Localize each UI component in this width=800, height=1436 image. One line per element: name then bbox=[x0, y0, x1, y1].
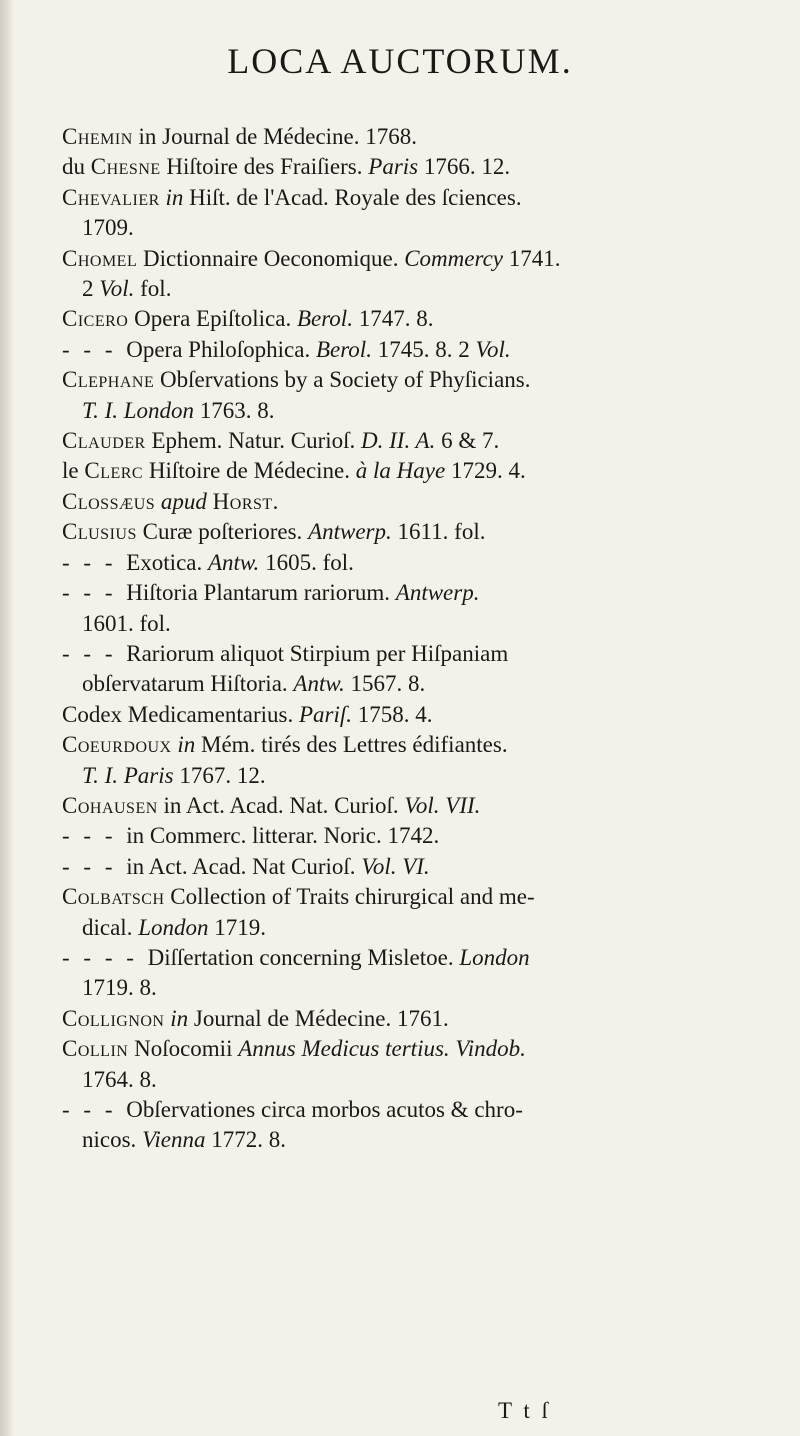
author-name: Clossæus bbox=[62, 488, 156, 514]
italic-text: T. I. Paris bbox=[82, 762, 174, 788]
entry-text: Journal de Médecine. 1761. bbox=[188, 1005, 449, 1031]
author-name: Clerc bbox=[84, 458, 144, 484]
italic-text: in bbox=[165, 184, 184, 210]
italic-text: Antwerp. bbox=[308, 519, 392, 545]
author-name: Chesne bbox=[90, 154, 161, 180]
entry-line bbox=[62, 1034, 762, 1064]
entry-line bbox=[62, 122, 762, 152]
author-name: Clephane bbox=[62, 367, 155, 393]
entry-text: fol. bbox=[134, 276, 172, 302]
entry-text: Hiſtoire des Fraiſiers. bbox=[160, 154, 369, 180]
bibliography-entry bbox=[62, 122, 762, 152]
entry-continuation-line bbox=[62, 213, 762, 243]
entry-text: Dictionnaire Oeconomique. bbox=[137, 245, 405, 271]
entry-line bbox=[62, 943, 762, 973]
bibliography-entry bbox=[62, 456, 762, 486]
entry-text: 1741. bbox=[503, 245, 561, 271]
italic-text: Pariſ. bbox=[298, 701, 352, 727]
entry-text: Curæ poſteriores. bbox=[136, 519, 309, 545]
entry-continuation-line bbox=[62, 913, 762, 943]
italic-text: London bbox=[459, 944, 530, 970]
bibliography-entry bbox=[62, 1004, 762, 1034]
entry-line bbox=[62, 852, 762, 882]
bibliography-entry bbox=[62, 1095, 762, 1156]
italic-text: London bbox=[138, 914, 209, 940]
entry-text: Opera Philoſophica. bbox=[126, 336, 316, 362]
entry-continuation-line bbox=[62, 973, 762, 1003]
author-name: Cicero bbox=[62, 306, 129, 332]
entry-line bbox=[62, 882, 762, 912]
italic-text: Vol. bbox=[475, 336, 511, 362]
bibliography-entry bbox=[62, 426, 762, 456]
entry-line bbox=[62, 456, 762, 486]
signature-mark: T t ſ bbox=[498, 1398, 551, 1423]
entry-text: Mém. tirés des Lettres édifiantes. bbox=[195, 732, 508, 758]
italic-text: Vol. VII. bbox=[404, 792, 481, 818]
entry-text: 1758. 4. bbox=[352, 701, 433, 727]
author-name: Chomel bbox=[62, 245, 138, 271]
bibliography-entry bbox=[62, 852, 762, 882]
bibliography-entry bbox=[62, 639, 762, 700]
entry-text: Exotica. bbox=[126, 549, 208, 575]
entry-line bbox=[62, 365, 762, 395]
entry-text: 1567. 8. bbox=[344, 671, 426, 697]
bibliography-entry bbox=[62, 821, 762, 851]
entry-line bbox=[62, 304, 762, 334]
bibliography-entry bbox=[62, 548, 762, 578]
entry-text: le bbox=[62, 458, 85, 484]
entry-line bbox=[62, 183, 762, 213]
entry-line bbox=[62, 730, 762, 760]
italic-text: Vol. VI. bbox=[361, 853, 430, 879]
entry-text: 2 bbox=[82, 276, 100, 302]
entry-line bbox=[62, 1004, 762, 1034]
entry-text: Rariorum aliquot Stirpium per Hiſpaniam bbox=[126, 640, 509, 666]
entry-text: Hiſt. de l'Acad. Royale des ſciences. bbox=[183, 184, 522, 210]
entry-line bbox=[62, 791, 762, 821]
author-name: Coeurdoux bbox=[62, 732, 172, 758]
entry-text: Diſſertation concerning Misletoe. bbox=[147, 944, 460, 970]
entry-text: dical. bbox=[82, 914, 139, 940]
entry-text: Obſervationes circa morbos acutos & chro- bbox=[126, 1097, 523, 1122]
italic-text: Paris bbox=[368, 154, 419, 180]
entry-continuation-line bbox=[62, 609, 762, 639]
entry-text: in Commerc. litterar. Noric. 1742. bbox=[126, 823, 440, 849]
bibliography-entry bbox=[62, 791, 762, 821]
italic-text: Antw. bbox=[293, 671, 345, 697]
bibliography-entry bbox=[62, 152, 762, 182]
entry-text: in Act. Acad. Nat Curioſ. bbox=[126, 853, 362, 879]
bibliography-entry bbox=[62, 487, 762, 517]
entry-line bbox=[62, 426, 762, 456]
entry-line bbox=[62, 578, 762, 608]
entry-line bbox=[62, 244, 762, 274]
italic-text: Berol. bbox=[296, 306, 353, 332]
entry-text: 1709. bbox=[82, 215, 134, 241]
italic-text: Vienna bbox=[142, 1127, 206, 1153]
entry-text: 1729. 4. bbox=[445, 458, 526, 484]
page-gutter-shadow bbox=[0, 0, 14, 1436]
entry-text: 1605. fol. bbox=[259, 549, 354, 575]
entry-line bbox=[62, 700, 762, 730]
page-header: LOCA AUCTORUM. bbox=[227, 41, 573, 81]
bibliography-entry bbox=[62, 700, 762, 730]
author-name: Collin bbox=[62, 1036, 129, 1062]
entry-text: obſervatarum Hiſtoria. bbox=[82, 671, 294, 697]
bibliography-entry bbox=[62, 304, 762, 334]
bibliography-entry bbox=[62, 335, 762, 365]
entry-text: Hiſtoria Plantarum rariorum. bbox=[126, 580, 396, 606]
italic-text: Berol. bbox=[315, 336, 372, 362]
entry-line bbox=[62, 548, 762, 578]
italic-text: Annus Medicus tertius. Vindob. bbox=[238, 1036, 526, 1062]
ditto-dash: - - - bbox=[62, 823, 127, 849]
entry-continuation-line bbox=[62, 1065, 762, 1095]
entry-text: 1611. fol. bbox=[391, 519, 486, 545]
bibliography-entry bbox=[62, 244, 762, 305]
author-name: Chemin bbox=[62, 124, 133, 149]
entry-text: Opera Epiſtolica. bbox=[128, 306, 297, 332]
entry-text: in Journal de Médecine. 1768. bbox=[132, 124, 418, 149]
entry-continuation-line bbox=[62, 761, 762, 791]
entry-line bbox=[62, 335, 762, 365]
entry-text: 1745. 8. 2 bbox=[371, 336, 476, 362]
entry-text: 1719. bbox=[208, 914, 266, 940]
author-name: Chevalier bbox=[62, 184, 160, 210]
entry-text: Collection of Traits chirurgical and me- bbox=[164, 884, 535, 910]
entry-line bbox=[62, 152, 762, 182]
italic-text: Commercy bbox=[404, 245, 504, 271]
entry-line bbox=[62, 487, 762, 517]
bibliography-entry bbox=[62, 578, 762, 639]
bibliography-entry bbox=[62, 882, 762, 943]
entry-text: Obſervations by a Society of Phyſicians. bbox=[154, 367, 531, 393]
ditto-dash: - - - bbox=[62, 640, 127, 666]
ditto-dash: - - - bbox=[62, 336, 127, 362]
entry-text: nicos. bbox=[82, 1127, 143, 1153]
entry-text: 1719. 8. bbox=[82, 975, 157, 1001]
entry-text: 1764. 8. bbox=[82, 1066, 157, 1092]
ditto-dash: - - - bbox=[62, 580, 127, 606]
entry-text: 1772. 8. bbox=[205, 1127, 287, 1153]
italic-text: Antwerp. bbox=[395, 580, 480, 606]
author-name: Collignon bbox=[62, 1005, 165, 1031]
entry-continuation-line bbox=[62, 396, 762, 426]
italic-text: à la Haye bbox=[355, 458, 446, 484]
ditto-dash: - - - bbox=[62, 1097, 127, 1122]
entry-text: 6 & 7. bbox=[435, 428, 500, 454]
ditto-dash: - - - - bbox=[62, 944, 148, 970]
entry-continuation-line bbox=[62, 1125, 762, 1155]
entry-text: 1767. 12. bbox=[173, 762, 266, 788]
ditto-dash: - - - bbox=[62, 549, 127, 575]
author-name: Clauder bbox=[62, 428, 146, 454]
entry-text: Noſocomii bbox=[128, 1036, 239, 1062]
italic-text: in bbox=[177, 732, 196, 758]
entry-continuation-line bbox=[62, 274, 762, 304]
bibliography-entry bbox=[62, 365, 762, 426]
author-name: Cohausen bbox=[62, 792, 158, 818]
italic-text: in bbox=[170, 1005, 189, 1031]
entry-text: 1763. 8. bbox=[194, 397, 275, 423]
entry-line bbox=[62, 639, 762, 669]
entry-line bbox=[62, 1095, 762, 1125]
entry-text: du bbox=[62, 154, 91, 180]
italic-text: D. II. A. bbox=[361, 428, 436, 454]
author-name: Colbatsch bbox=[62, 884, 165, 910]
entry-line bbox=[62, 517, 762, 547]
italic-text: Antw. bbox=[207, 549, 260, 575]
entry-list bbox=[62, 122, 762, 1156]
bibliography-entry bbox=[62, 943, 762, 1004]
bibliography-entry bbox=[62, 1034, 762, 1095]
bibliography-entry bbox=[62, 517, 762, 547]
entry-line bbox=[62, 821, 762, 851]
author-name: Horst. bbox=[212, 488, 279, 514]
entry-continuation-line bbox=[62, 669, 762, 699]
italic-text: Vol. bbox=[99, 276, 135, 302]
bibliography-entry bbox=[62, 730, 762, 791]
entry-text: Ephem. Natur. Curioſ. bbox=[145, 428, 362, 454]
entry-text: in Act. Acad. Nat. Curioſ. bbox=[157, 792, 405, 818]
entry-text: Codex Medicamentarius. bbox=[62, 701, 299, 727]
entry-text: 1766. 12. bbox=[418, 154, 511, 180]
italic-text: T. I. London bbox=[82, 397, 195, 423]
entry-text: 1747. 8. bbox=[352, 306, 434, 332]
italic-text: apud bbox=[160, 488, 207, 514]
entry-text: Hiſtoire de Médecine. bbox=[143, 458, 356, 484]
entry-text: 1601. fol. bbox=[82, 610, 171, 636]
author-name: Clusius bbox=[62, 519, 137, 545]
ditto-dash: - - - bbox=[62, 853, 127, 879]
bibliography-entry bbox=[62, 183, 762, 244]
